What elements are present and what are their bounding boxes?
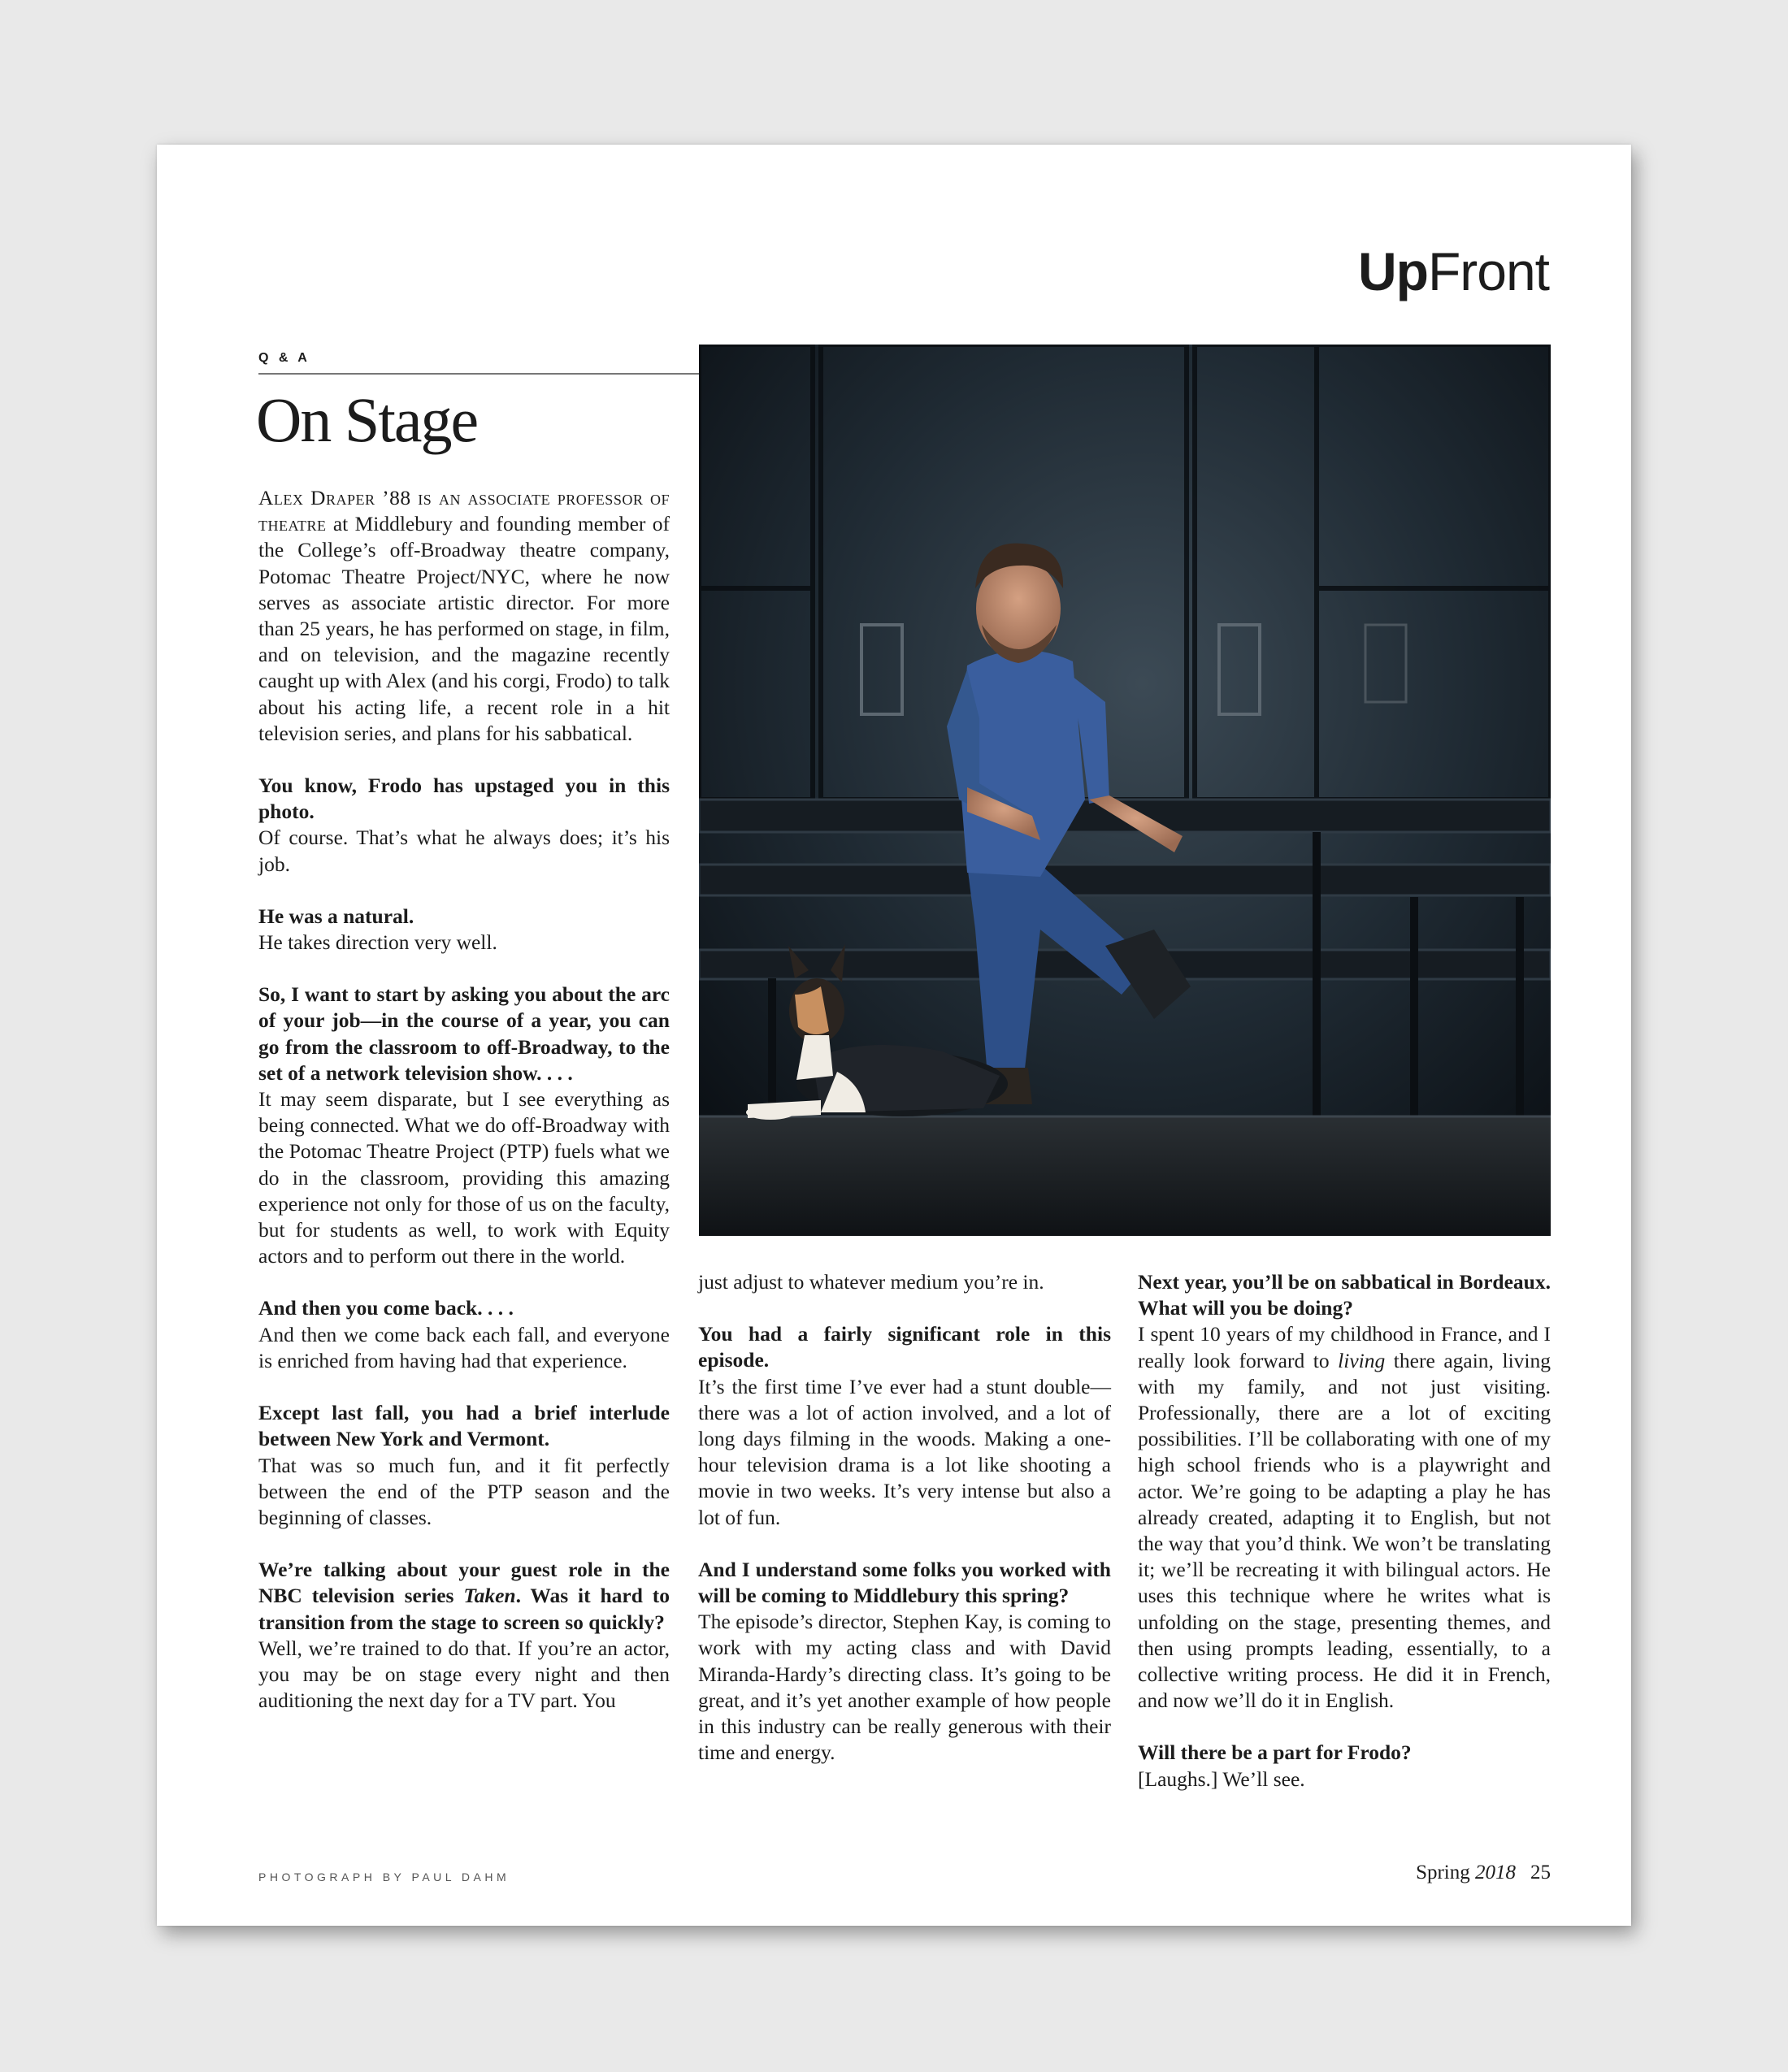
qa-item [258, 773, 670, 878]
question: So, I want to start by asking you about the arc of your job—in the course of a year, you can go from the classroom to off-Broadway, to the set of a network television show. . . . [258, 982, 670, 1085]
section-masthead [1358, 241, 1549, 302]
question: Except last fall, you had a brief interlude between New York and Vermont. [258, 1401, 670, 1451]
show-title: Taken [463, 1584, 516, 1608]
answer: It may seem disparate, but I see everything as being connected. What we do off-Broadway with the Potomac Theatre Project (PTP) fuels what we do in the classroom, providing this amazing experience not only for those of us on the faculty, but for students as well, to work with Equity actors and to perform out there in the world. [258, 1087, 670, 1268]
qa-item [698, 1557, 1111, 1766]
article-title: On Stage [256, 384, 478, 455]
intro-rest: at Middlebury and founding member of the College’s off-Broadway theatre company, Potomac Theatre Project/NYC, where he now serves as associate artistic director. For more than 25 years, he has performed on stage, in film, and on television, and the magazine recently caught up with Alex (and his corgi, Frodo) to talk about his acting life, a recent role in a hit television series, and plans for his sabbatical. [258, 512, 670, 745]
text-column-1 [258, 485, 670, 1714]
answer-part: there again, living with my family, and not just visiting. Professionally, there are a lot of exciting possibilities. I’ll be collaborating with one of my high school friends who is a playwright and actor. We’re going to be adapting a play he has already created, adapting it to English, but not the way that you’d think. We won’t be translating it; we’ll be recreating it with bilingual actors. He uses this technique where he writes what is unfolding on the stage, presenting themes, and then using prompts leading, essentially, to a collective writing process. He did it in French, and now we’ll do it in English. [1138, 1348, 1551, 1713]
qa-item [258, 1400, 670, 1531]
answer-part: I spent 10 years of my childhood in France, and I really look forward to [1138, 1322, 1551, 1372]
answer: Of course. That’s what he always does; it’s his job. [258, 826, 670, 876]
answer [1138, 1322, 1551, 1712]
answer: And then we come back each fall, and everyone is enriched from having had that experience. [258, 1322, 670, 1372]
qa-item [1138, 1269, 1551, 1714]
kicker-rule [258, 373, 701, 375]
qa-item [258, 904, 670, 956]
qa-item [1138, 1740, 1551, 1792]
section-kicker: Q & A [258, 351, 310, 365]
answer-emphasis: living [1338, 1348, 1386, 1372]
qa-item [698, 1321, 1111, 1531]
answer: It’s the first time I’ve ever had a stunt double—there was a lot of action involved, and a lot of long days filming in the woods. Making a one-hour television drama is a lot like shooting a movie in two weeks. It’s very intense but also a lot of fun. [698, 1374, 1111, 1529]
question-part: . Was it hard to transition from the stage to screen so quickly? [258, 1584, 670, 1634]
question: You had a fairly significant role in this episode. [698, 1322, 1111, 1372]
photo-credit: PHOTOGRAPH BY PAUL DAHM [258, 1870, 510, 1883]
question: He was a natural. [258, 904, 414, 928]
question-part: We’re talking about your guest role in the NBC television series [258, 1558, 670, 1608]
answer: Well, we’re trained to do that. If you’re an actor, you may be on stage every night and then auditioning the next day for a TV part. You [258, 1636, 670, 1713]
question: And I understand some folks you worked with will be coming to Middlebury this spring? [698, 1557, 1111, 1608]
qa-item [258, 1557, 670, 1714]
masthead-front: Front [1427, 241, 1549, 301]
qa-item [258, 982, 670, 1269]
answer: He takes direction very well. [258, 930, 497, 955]
question: And then you come back. . . . [258, 1296, 514, 1320]
masthead-up: Up [1357, 241, 1428, 301]
answer-continued: just adjust to whatever medium you’re in. [698, 1270, 1044, 1294]
question [258, 1557, 670, 1636]
question: Will there be a part for Frodo? [1138, 1740, 1412, 1765]
question: You know, Frodo has upstaged you in this photo. [258, 774, 670, 824]
portrait-photo [699, 345, 1551, 1236]
qa-item [258, 1295, 670, 1374]
folio-year: 2018 [1475, 1862, 1516, 1883]
text-column-2 [698, 1269, 1111, 1792]
magazine-page [157, 145, 1631, 1926]
text-column-3 [1138, 1269, 1551, 1818]
answer: [Laughs.] We’ll see. [1138, 1766, 1305, 1791]
answer: The episode’s director, Stephen Kay, is coming to work with my acting class and with David Miranda-Hardy’s directing class. It’s going to be great, and it’s yet another example of how people in this industry can be really generous with their time and energy. [698, 1610, 1111, 1765]
answer: That was so much fun, and it fit perfectly between the end of the PTP season and the beginning of classes. [258, 1453, 670, 1529]
intro-paragraph [258, 485, 670, 747]
intro-lead: Alex Draper ’88 is an associate professor of theatre [258, 486, 670, 536]
question: Next year, you’ll be on sabbatical in Bordeaux. What will you be doing? [1138, 1270, 1551, 1320]
page-number: 25 [1530, 1862, 1551, 1883]
page-folio [1416, 1862, 1551, 1884]
folio-season: Spring [1416, 1862, 1475, 1883]
